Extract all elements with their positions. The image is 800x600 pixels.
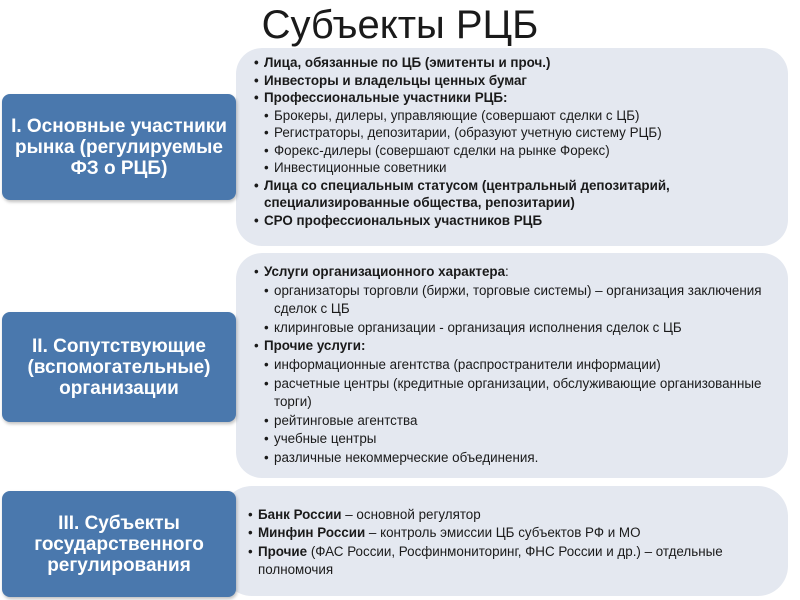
group-2-panel: [236, 253, 788, 478]
list-item: • Инвестиционные советники: [264, 159, 778, 177]
list-item: [248, 506, 778, 524]
list-item: • Инвесторы и владельцы ценных бумаг: [254, 72, 778, 90]
group-2-list: [254, 263, 778, 468]
group-1-panel: [236, 48, 788, 246]
group-3-label: III. Субъекты государственного регулирования: [2, 491, 236, 597]
list-item-bold: Прочие: [258, 543, 308, 559]
group-3-list: [248, 506, 778, 580]
group-1-label: I. Основные участники рынка (регулируемые ФЗ о РЦБ): [2, 94, 236, 200]
list-item: [254, 263, 778, 282]
group-1-list: [254, 54, 778, 229]
group-2-label: II. Сопутствующие (вспомогательные) организации: [2, 312, 236, 422]
list-item: • информационные агентства (распространители информации): [264, 356, 778, 375]
list-item: [248, 543, 778, 580]
list-item: • расчетные центры (кредитные организации, обслуживающие организованные торги): [264, 375, 778, 412]
list-item: • различные некоммерческие объединения.: [264, 449, 778, 468]
list-item-bold: Прочие услуги:: [264, 338, 366, 354]
list-item: • Лица со специальным статусом (центральный депозитарий, специализированные общества, репозитарии): [254, 177, 778, 212]
list-item-bold: Банк России: [258, 507, 342, 522]
list-item: • клиринговые организации - организация исполнения сделок с ЦБ: [264, 319, 778, 338]
list-item-bold: Услуги организационного характера: [264, 264, 506, 279]
list-item-text: (ФАС России, Росфинмониторинг, ФНС России и др.) – отдельные полномочия: [258, 543, 723, 578]
list-item: • Регистраторы, депозитарии, (образуют учетную систему РЦБ): [264, 124, 778, 142]
list-item: • СРО профессиональных участников РЦБ: [254, 212, 778, 230]
list-item: • Лица, обязанные по ЦБ (эмитенты и проч.): [254, 54, 778, 72]
list-item: [248, 524, 778, 542]
list-item: • Брокеры, дилеры, управляющие (совершают сделки с ЦБ): [264, 107, 778, 125]
list-item: • рейтинговые агентства: [264, 412, 778, 431]
list-item-text: – контроль эмиссии ЦБ субъектов РФ и МО: [365, 525, 641, 541]
list-item: • организаторы торговли (биржи, торговые системы) – организация заключения сделок с ЦБ: [264, 282, 778, 319]
group-3-panel: [222, 486, 788, 596]
list-item: • Профессиональные участники РЦБ:: [254, 89, 778, 107]
list-item-text: :: [505, 264, 509, 279]
list-item: [254, 337, 778, 356]
list-item: • Форекс-дилеры (совершают сделки на рынке Форекс): [264, 142, 778, 160]
list-item-bold: Минфин России: [258, 525, 366, 541]
page-title: Субъекты РЦБ: [261, 3, 539, 47]
list-item: • учебные центры: [264, 430, 778, 449]
list-item-text: – основной регулятор: [341, 507, 481, 522]
